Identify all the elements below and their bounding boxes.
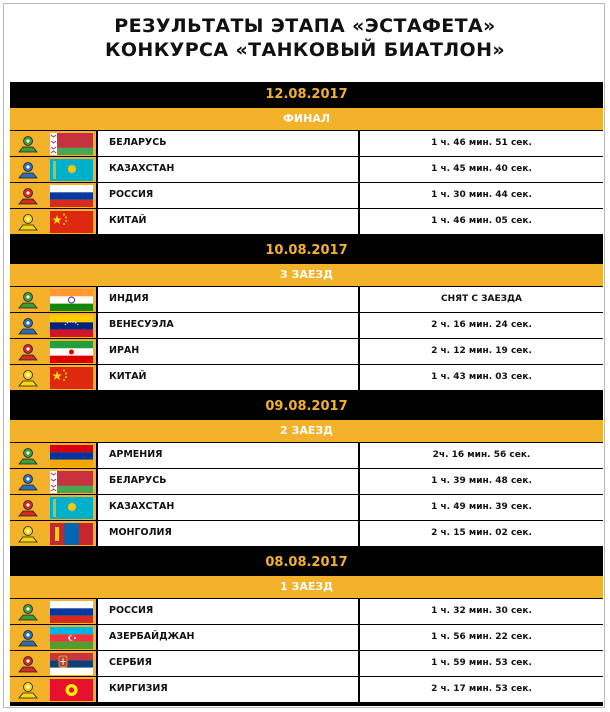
race-title: 1 ЗАЕЗД [10, 575, 603, 598]
flag-kazakhstan-icon [46, 495, 96, 520]
country-name: МОНГОЛИЯ [96, 521, 360, 546]
flag-belarus-icon [46, 469, 96, 494]
result-time: 1 ч. 59 мин. 53 сек. [360, 651, 603, 676]
result-time: 2ч. 16 мин. 56 сек. [360, 443, 603, 468]
result-time: 1 ч. 43 мин. 03 сек. [360, 365, 603, 390]
country-name: ИНДИЯ [96, 287, 360, 312]
result-time: 1 ч. 49 мин. 39 сек. [360, 495, 603, 520]
result-time: СНЯТ С ЗАЕЗДА [360, 287, 603, 312]
flag-kyrgyzstan-icon [46, 677, 96, 702]
result-time: 1 ч. 45 мин. 40 сек. [360, 157, 603, 182]
crew-red-icon [10, 183, 46, 208]
result-time: 2 ч. 15 мин. 02 сек. [360, 521, 603, 546]
country-name: БЕЛАРУСЬ [96, 131, 360, 156]
result-time: 1 ч. 32 мин. 30 сек. [360, 599, 603, 624]
result-row [10, 286, 603, 312]
crew-green-icon [10, 599, 46, 624]
crew-green-icon [10, 443, 46, 468]
result-row [10, 182, 603, 208]
crew-green-icon [10, 287, 46, 312]
crew-yellow-icon [10, 677, 46, 702]
crew-blue-icon [10, 625, 46, 650]
result-row [10, 442, 603, 468]
results-section [10, 550, 603, 706]
crew-red-icon [10, 651, 46, 676]
result-time: 2 ч. 16 мин. 24 сек. [360, 313, 603, 338]
result-row [10, 598, 603, 624]
flag-india-icon [46, 287, 96, 312]
crew-red-icon [10, 495, 46, 520]
flag-serbia-icon [46, 651, 96, 676]
flag-belarus-icon [46, 131, 96, 156]
section-date: 09.08.2017 [10, 394, 603, 419]
result-row [10, 338, 603, 364]
title-line-2: КОНКУРСА «ТАНКОВЫЙ БИАТЛОН» [104, 39, 506, 61]
result-time: 1 ч. 46 мин. 05 сек. [360, 209, 603, 234]
country-name: АРМЕНИЯ [96, 443, 360, 468]
result-row [10, 676, 603, 702]
country-name: БЕЛАРУСЬ [96, 469, 360, 494]
race-title: 2 ЗАЕЗД [10, 419, 603, 442]
title-line-1: РЕЗУЛЬТАТЫ ЭТАПА «ЭСТАФЕТА» [114, 15, 496, 37]
country-name: КИТАЙ [96, 209, 360, 234]
result-time: 1 ч. 46 мин. 51 сек. [360, 131, 603, 156]
result-row [10, 156, 603, 182]
race-title: 3 ЗАЕЗД [10, 263, 603, 286]
result-row [10, 364, 603, 390]
country-name: КАЗАХСТАН [96, 495, 360, 520]
country-name: КАЗАХСТАН [96, 157, 360, 182]
crew-yellow-icon [10, 209, 46, 234]
race-title: ФИНАЛ [10, 107, 603, 130]
section-date: 12.08.2017 [10, 82, 603, 107]
result-time: 1 ч. 39 мин. 48 сек. [360, 469, 603, 494]
crew-blue-icon [10, 469, 46, 494]
country-name: РОССИЯ [96, 183, 360, 208]
result-row [10, 312, 603, 338]
result-time: 2 ч. 17 мин. 53 сек. [360, 677, 603, 702]
flag-russia-icon [46, 183, 96, 208]
crew-yellow-icon [10, 365, 46, 390]
crew-blue-icon [10, 313, 46, 338]
flag-mongolia-icon [46, 521, 96, 546]
crew-yellow-icon [10, 521, 46, 546]
flag-kazakhstan-icon [46, 157, 96, 182]
result-row [10, 208, 603, 234]
flag-iran-icon [46, 339, 96, 364]
result-row [10, 624, 603, 650]
flag-russia-icon [46, 599, 96, 624]
country-name: КИРГИЗИЯ [96, 677, 360, 702]
section-date: 08.08.2017 [10, 550, 603, 575]
result-row [10, 494, 603, 520]
flag-azerbaijan-icon [46, 625, 96, 650]
result-time: 1 ч. 56 мин. 22 сек. [360, 625, 603, 650]
results-section [10, 238, 603, 394]
flag-venezuela-icon [46, 313, 96, 338]
country-name: СЕРБИЯ [96, 651, 360, 676]
result-row [10, 520, 603, 546]
country-name: ВЕНЕСУЭЛА [96, 313, 360, 338]
result-row [10, 650, 603, 676]
flag-china-icon [46, 209, 96, 234]
country-name: КИТАЙ [96, 365, 360, 390]
result-row [10, 468, 603, 494]
country-name: ИРАН [96, 339, 360, 364]
crew-green-icon [10, 131, 46, 156]
results-table [10, 82, 603, 706]
result-row [10, 130, 603, 156]
flag-armenia-icon [46, 443, 96, 468]
country-name: РОССИЯ [96, 599, 360, 624]
page-title [0, 14, 610, 62]
result-time: 1 ч. 30 мин. 44 сек. [360, 183, 603, 208]
results-section [10, 394, 603, 550]
crew-blue-icon [10, 157, 46, 182]
results-section [10, 82, 603, 238]
flag-china-icon [46, 365, 96, 390]
section-divider [10, 702, 603, 706]
crew-red-icon [10, 339, 46, 364]
result-time: 2 ч. 12 мин. 19 сек. [360, 339, 603, 364]
section-date: 10.08.2017 [10, 238, 603, 263]
country-name: АЗЕРБАЙДЖАН [96, 625, 360, 650]
